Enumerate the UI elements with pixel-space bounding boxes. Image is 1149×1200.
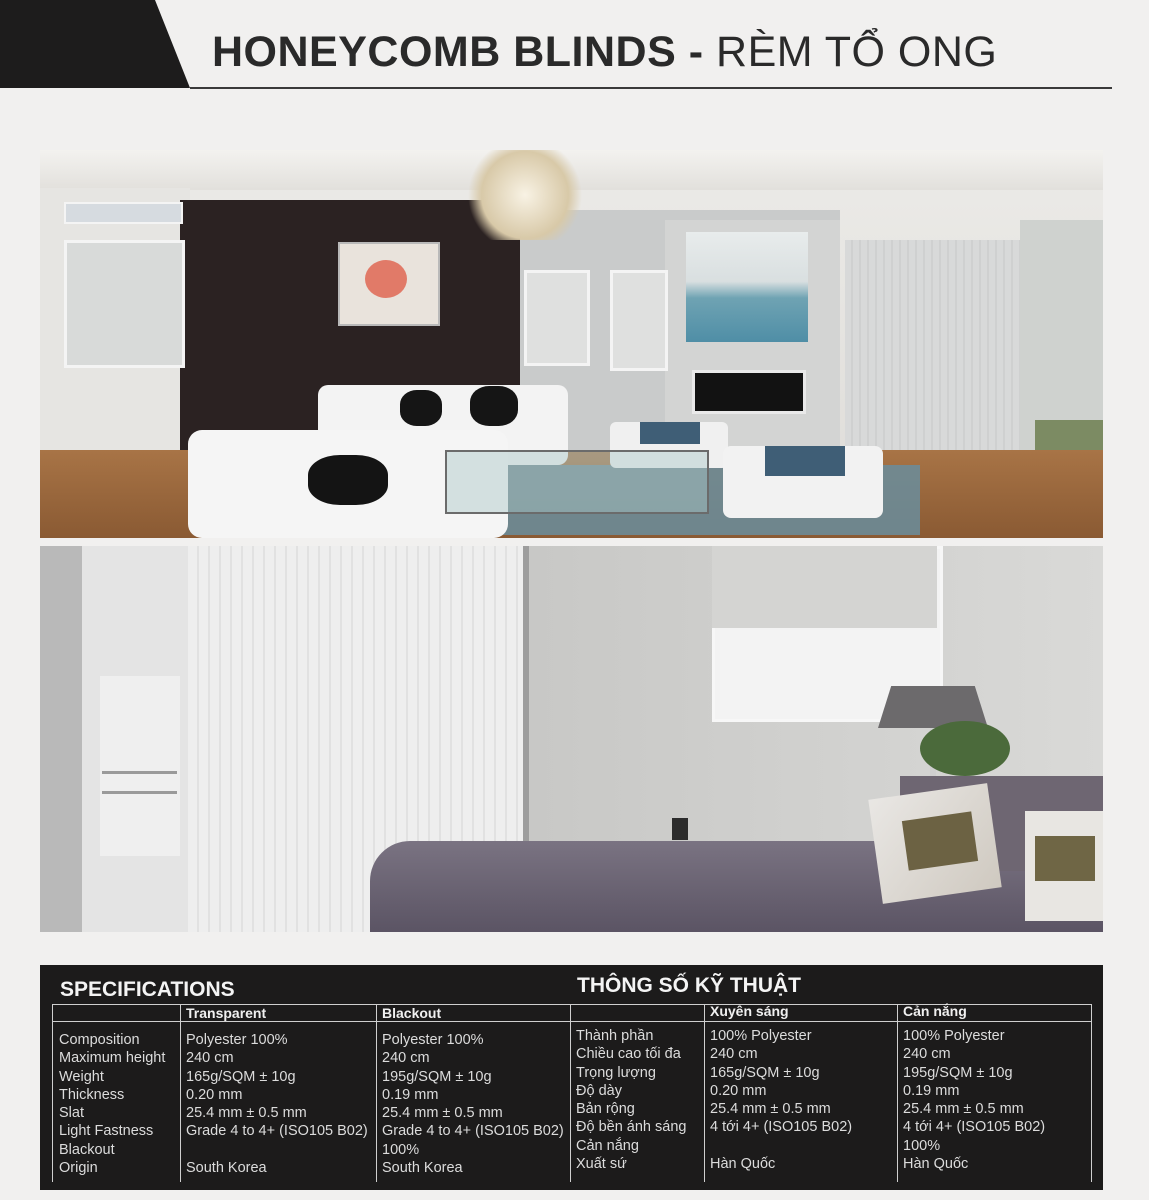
spec-value: Polyester 100% [382,1032,484,1048]
spec-values-blackout [382,1031,564,1177]
spec-label: Xuất sứ [576,1156,627,1173]
spec-value: Grade 4 to 4+ (ISO105 B02) [382,1123,564,1140]
spec-value: Hàn Quốc [710,1156,776,1173]
spec-value: 240 cm [710,1046,758,1063]
table-header-rule [52,1021,1092,1022]
header-xuyen-sang: Xuyên sáng [710,1003,789,1019]
table-col-rule [897,1004,898,1182]
spec-value: 25.4 mm ± 0.5 mm [382,1105,503,1122]
spec-value: Grade 4 to 4+ (ISO105 B02) [186,1123,368,1140]
table-col-rule [376,1004,377,1182]
spec-label: Light Fastness [59,1123,154,1140]
spec-label: Độ bền ánh sáng [576,1119,687,1136]
spec-value: 4 tới 4+ (ISO105 B02) [903,1119,1046,1136]
spec-value: 240 cm [382,1050,430,1067]
spec-value: 100% [382,1141,420,1158]
spec-value: 0.19 mm [382,1086,439,1103]
living-room-photo [40,150,1103,538]
spec-value: 240 cm [186,1050,234,1067]
spec-label: Chiều cao tối đa [576,1046,681,1063]
spec-value: 165g/SQM ± 10g [710,1064,820,1081]
spec-values-xuyen-sang [710,1027,852,1173]
specs-title-english: SPECIFICATIONS [60,978,235,1001]
spec-label: Maximum height [59,1050,166,1067]
spec-label: Weight [59,1068,104,1085]
spec-value: Hàn Quốc [903,1156,969,1173]
spec-label: Trọng lượng [576,1064,656,1081]
bedroom-photo [40,546,1103,932]
title-separator: - [688,28,704,76]
spec-value [710,1137,852,1155]
title-english: HONEYCOMB BLINDS [212,28,677,76]
spec-value: 25.4 mm ± 0.5 mm [710,1101,831,1118]
spec-value: 100% [903,1137,941,1154]
title-vietnamese: RÈM TỔ ONG [716,28,998,76]
spec-value: 25.4 mm ± 0.5 mm [186,1105,307,1122]
header-corner-tab [0,0,190,88]
header-blackout: Blackout [382,1005,442,1021]
spec-values-transparent [186,1031,368,1177]
table-col-rule [704,1004,705,1182]
header-can-nang: Cản nắng [903,1003,967,1019]
spec-value: 195g/SQM ± 10g [903,1064,1013,1081]
spec-value: 100% Polyester [903,1028,1005,1044]
spec-label: Origin [59,1160,98,1177]
spec-value: 195g/SQM ± 10g [382,1068,492,1085]
spec-value: 25.4 mm ± 0.5 mm [903,1101,1024,1118]
spec-labels-vietnamese [576,1027,686,1173]
table-col-rule [180,1004,181,1182]
spec-value: 0.20 mm [710,1082,767,1099]
specs-title-vietnamese: THÔNG SỐ KỸ THUẬT [577,974,801,997]
spec-label: Slat [59,1105,84,1122]
spec-label: Thickness [59,1086,125,1103]
spec-value: Polyester 100% [186,1032,288,1048]
table-col-rule [570,1004,571,1182]
table-right-rule [1091,1004,1092,1182]
spec-value: 165g/SQM ± 10g [186,1068,296,1085]
title-underline [190,87,1112,89]
spec-value: 240 cm [903,1046,951,1063]
spec-values-can-nang [903,1027,1045,1173]
spec-label: Thành phần [576,1028,654,1044]
spec-value: South Korea [186,1160,267,1177]
spec-value: 4 tới 4+ (ISO105 B02) [710,1119,853,1136]
spec-label: Độ dày [576,1082,622,1099]
header-transparent: Transparent [186,1005,267,1021]
spec-value [186,1141,368,1159]
spec-value: 0.20 mm [186,1086,243,1103]
spec-labels-english [59,1031,165,1177]
spec-value: 100% Polyester [710,1028,812,1044]
spec-value: 0.19 mm [903,1082,960,1099]
page-title [212,26,997,78]
spec-label: Blackout [59,1141,115,1158]
spec-value: South Korea [382,1160,463,1177]
table-left-rule [52,1004,53,1182]
spec-label: Cản nắng [576,1137,639,1154]
spec-label: Composition [59,1032,140,1048]
spec-label: Bản rộng [576,1101,635,1118]
